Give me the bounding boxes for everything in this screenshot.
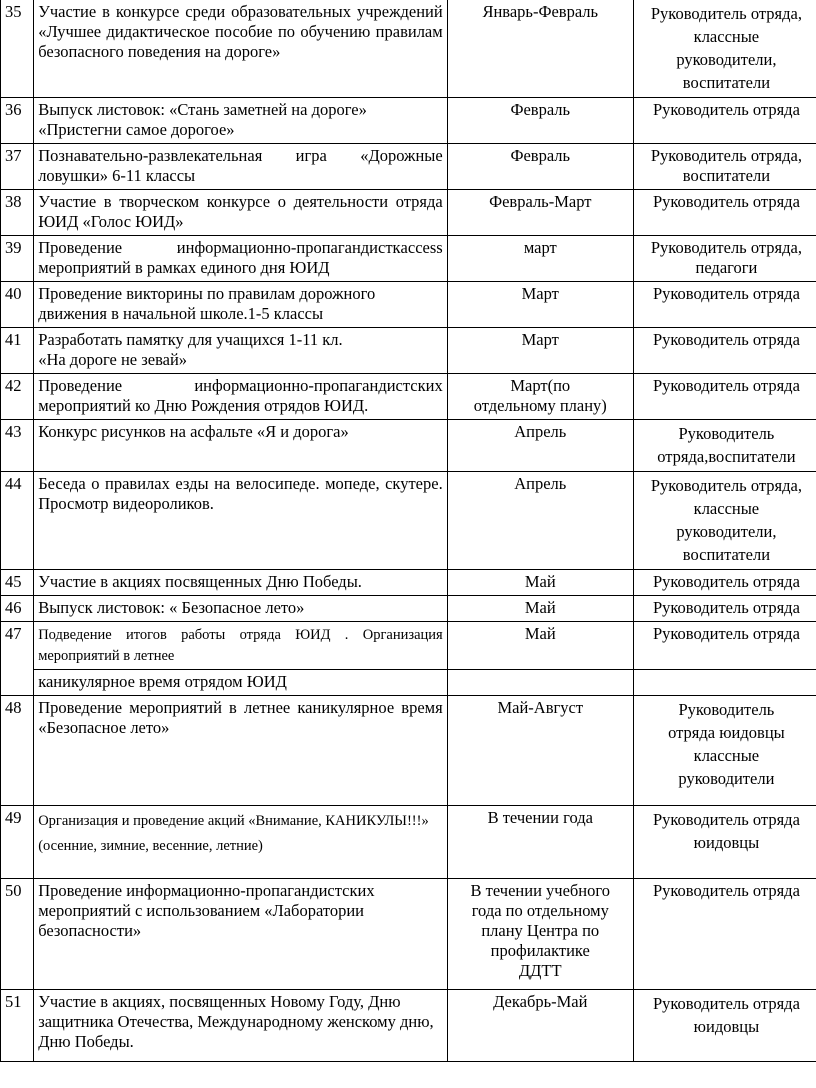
table-row: [1, 472, 816, 570]
table-row: [1, 990, 816, 1062]
activity-cell: Познавательно-развлекательная игра «Дорожные ловушки» 6-11 классы: [34, 144, 448, 190]
activity-cell: [34, 622, 448, 670]
table-row: [1, 190, 816, 236]
table-row: [1, 596, 816, 622]
activity-cell: Проведение викторины по правилам дорожного движения в начальной школе.1-5 классы: [34, 282, 448, 328]
responsible-cell: Руководитель отряда, педагоги: [633, 236, 816, 282]
activity-cell: Разработать памятку для учащихся 1-11 кл. «На дороге не зевай»: [34, 328, 448, 374]
term-cell: Март: [447, 328, 633, 374]
table-row: [1, 696, 816, 806]
term-cell: Февраль-Март: [447, 190, 633, 236]
row-number: 46: [1, 596, 34, 622]
table-row: [1, 0, 816, 98]
responsible-cell: Руководитель отряда, воспитатели: [633, 144, 816, 190]
activity-cell: Проведение мероприятий в летнее каникулярное время «Безопасное лето»: [34, 696, 448, 806]
term-cell: Март(по отдельному плану): [447, 374, 633, 420]
term-cell: Апрель: [447, 420, 633, 472]
row-number: 47: [1, 622, 34, 696]
responsible-cell: Руководитель отряда: [633, 570, 816, 596]
activity-cell: Беседа о правилах езды на велосипеде. мопеде, скутере. Просмотр видеороликов.: [34, 472, 448, 570]
term-cell-empty: [447, 670, 633, 696]
row-number: 45: [1, 570, 34, 596]
term-cell: В течении учебного года по отдельному плану Центра по профилактике ДДТТ: [447, 879, 633, 990]
row-number: 39: [1, 236, 34, 282]
activity-cell: Проведение информационно-пропагандистских мероприятий ко Дню Рождения отрядов ЮИД.: [34, 374, 448, 420]
activity-cell: Выпуск листовок: « Безопасное лето»: [34, 596, 448, 622]
table-row: [1, 374, 816, 420]
responsible-cell: Руководитель отряда: [633, 879, 816, 990]
row-number: 42: [1, 374, 34, 420]
row-number: 44: [1, 472, 34, 570]
row-number: 49: [1, 806, 34, 879]
table-row: [1, 879, 816, 990]
table-row-continuation: [1, 670, 816, 696]
term-cell: Февраль: [447, 98, 633, 144]
term-cell: Декабрь-Май: [447, 990, 633, 1062]
responsible-cell: Руководитель отряда: [633, 596, 816, 622]
responsible-cell: Руководитель отряда юидовцы: [633, 806, 816, 879]
table-row: [1, 328, 816, 374]
term-cell: Январь-Февраль: [447, 0, 633, 98]
activity-cell: Участие в акциях посвященных Дню Победы.: [34, 570, 448, 596]
responsible-cell: Руководитель отряда: [633, 190, 816, 236]
responsible-cell: Руководитель отряда: [633, 622, 816, 670]
row-number: 41: [1, 328, 34, 374]
row-number: 43: [1, 420, 34, 472]
table-row: [1, 144, 816, 190]
row-number: 35: [1, 0, 34, 98]
activity-cell: Проведение информационно-пропагандистских мероприятий с использованием «Лаборатории безопасности»: [34, 879, 448, 990]
responsible-cell: Руководитель отряда: [633, 374, 816, 420]
activity-text-small: Организация и проведение акций «Внимание, КАНИКУЛЫ!!!» (осенние, зимние, весенние, летние): [38, 813, 429, 854]
activity-cell: Участие в акциях, посвященных Новому Году, Дню защитника Отечества, Международному женскому дню, Дню Победы.: [34, 990, 448, 1062]
activity-cell: Участие в творческом конкурсе о деятельности отряда ЮИД «Голос ЮИД»: [34, 190, 448, 236]
row-number: 36: [1, 98, 34, 144]
responsible-cell: Руководитель отряда, классные руководители, воспитатели: [633, 0, 816, 98]
responsible-cell: Руководитель отряда юидовцы классные руководители: [633, 696, 816, 806]
table-row: [1, 98, 816, 144]
term-cell: март: [447, 236, 633, 282]
row-number: 50: [1, 879, 34, 990]
term-cell: В течении года: [447, 806, 633, 879]
responsible-cell: Руководитель отряда,воспитатели: [633, 420, 816, 472]
row-number: 48: [1, 696, 34, 806]
responsible-cell: Руководитель отряда юидовцы: [633, 990, 816, 1062]
activity-cell: Выпуск листовок: «Стань заметней на дороге» «Пристегни самое дорогое»: [34, 98, 448, 144]
term-cell: Февраль: [447, 144, 633, 190]
table-row: [1, 420, 816, 472]
term-cell: Март: [447, 282, 633, 328]
activity-cell: [34, 806, 448, 879]
table-row: [1, 622, 816, 670]
row-number: 37: [1, 144, 34, 190]
activity-cell: Конкурс рисунков на асфальте «Я и дорога»: [34, 420, 448, 472]
term-cell: Май: [447, 570, 633, 596]
table-row: [1, 806, 816, 879]
row-number: 38: [1, 190, 34, 236]
term-cell: Май-Август: [447, 696, 633, 806]
responsible-cell: Руководитель отряда: [633, 328, 816, 374]
responsible-cell: Руководитель отряда: [633, 98, 816, 144]
activity-cell-continuation: каникулярное время отрядом ЮИД: [34, 670, 448, 696]
table-row: [1, 570, 816, 596]
responsible-cell: Руководитель отряда: [633, 282, 816, 328]
activity-text-small: Подведение итогов работы отряда ЮИД . Организация мероприятий в летнее: [38, 627, 443, 664]
activity-cell: Участие в конкурсе среди образовательных учреждений «Лучшее дидактическое пособие по обучению правилам безопасного поведения на дороге»: [34, 0, 448, 98]
term-cell: Май: [447, 622, 633, 670]
row-number: 40: [1, 282, 34, 328]
activity-cell: Проведение информационно-пропагандисткaccess мероприятий в рамках единого дня ЮИД: [34, 236, 448, 282]
term-cell: Май: [447, 596, 633, 622]
table-row: [1, 282, 816, 328]
table-row: [1, 236, 816, 282]
responsible-cell: Руководитель отряда, классные руководители, воспитатели: [633, 472, 816, 570]
responsible-cell-empty: [633, 670, 816, 696]
row-number: 51: [1, 990, 34, 1062]
term-cell: Апрель: [447, 472, 633, 570]
